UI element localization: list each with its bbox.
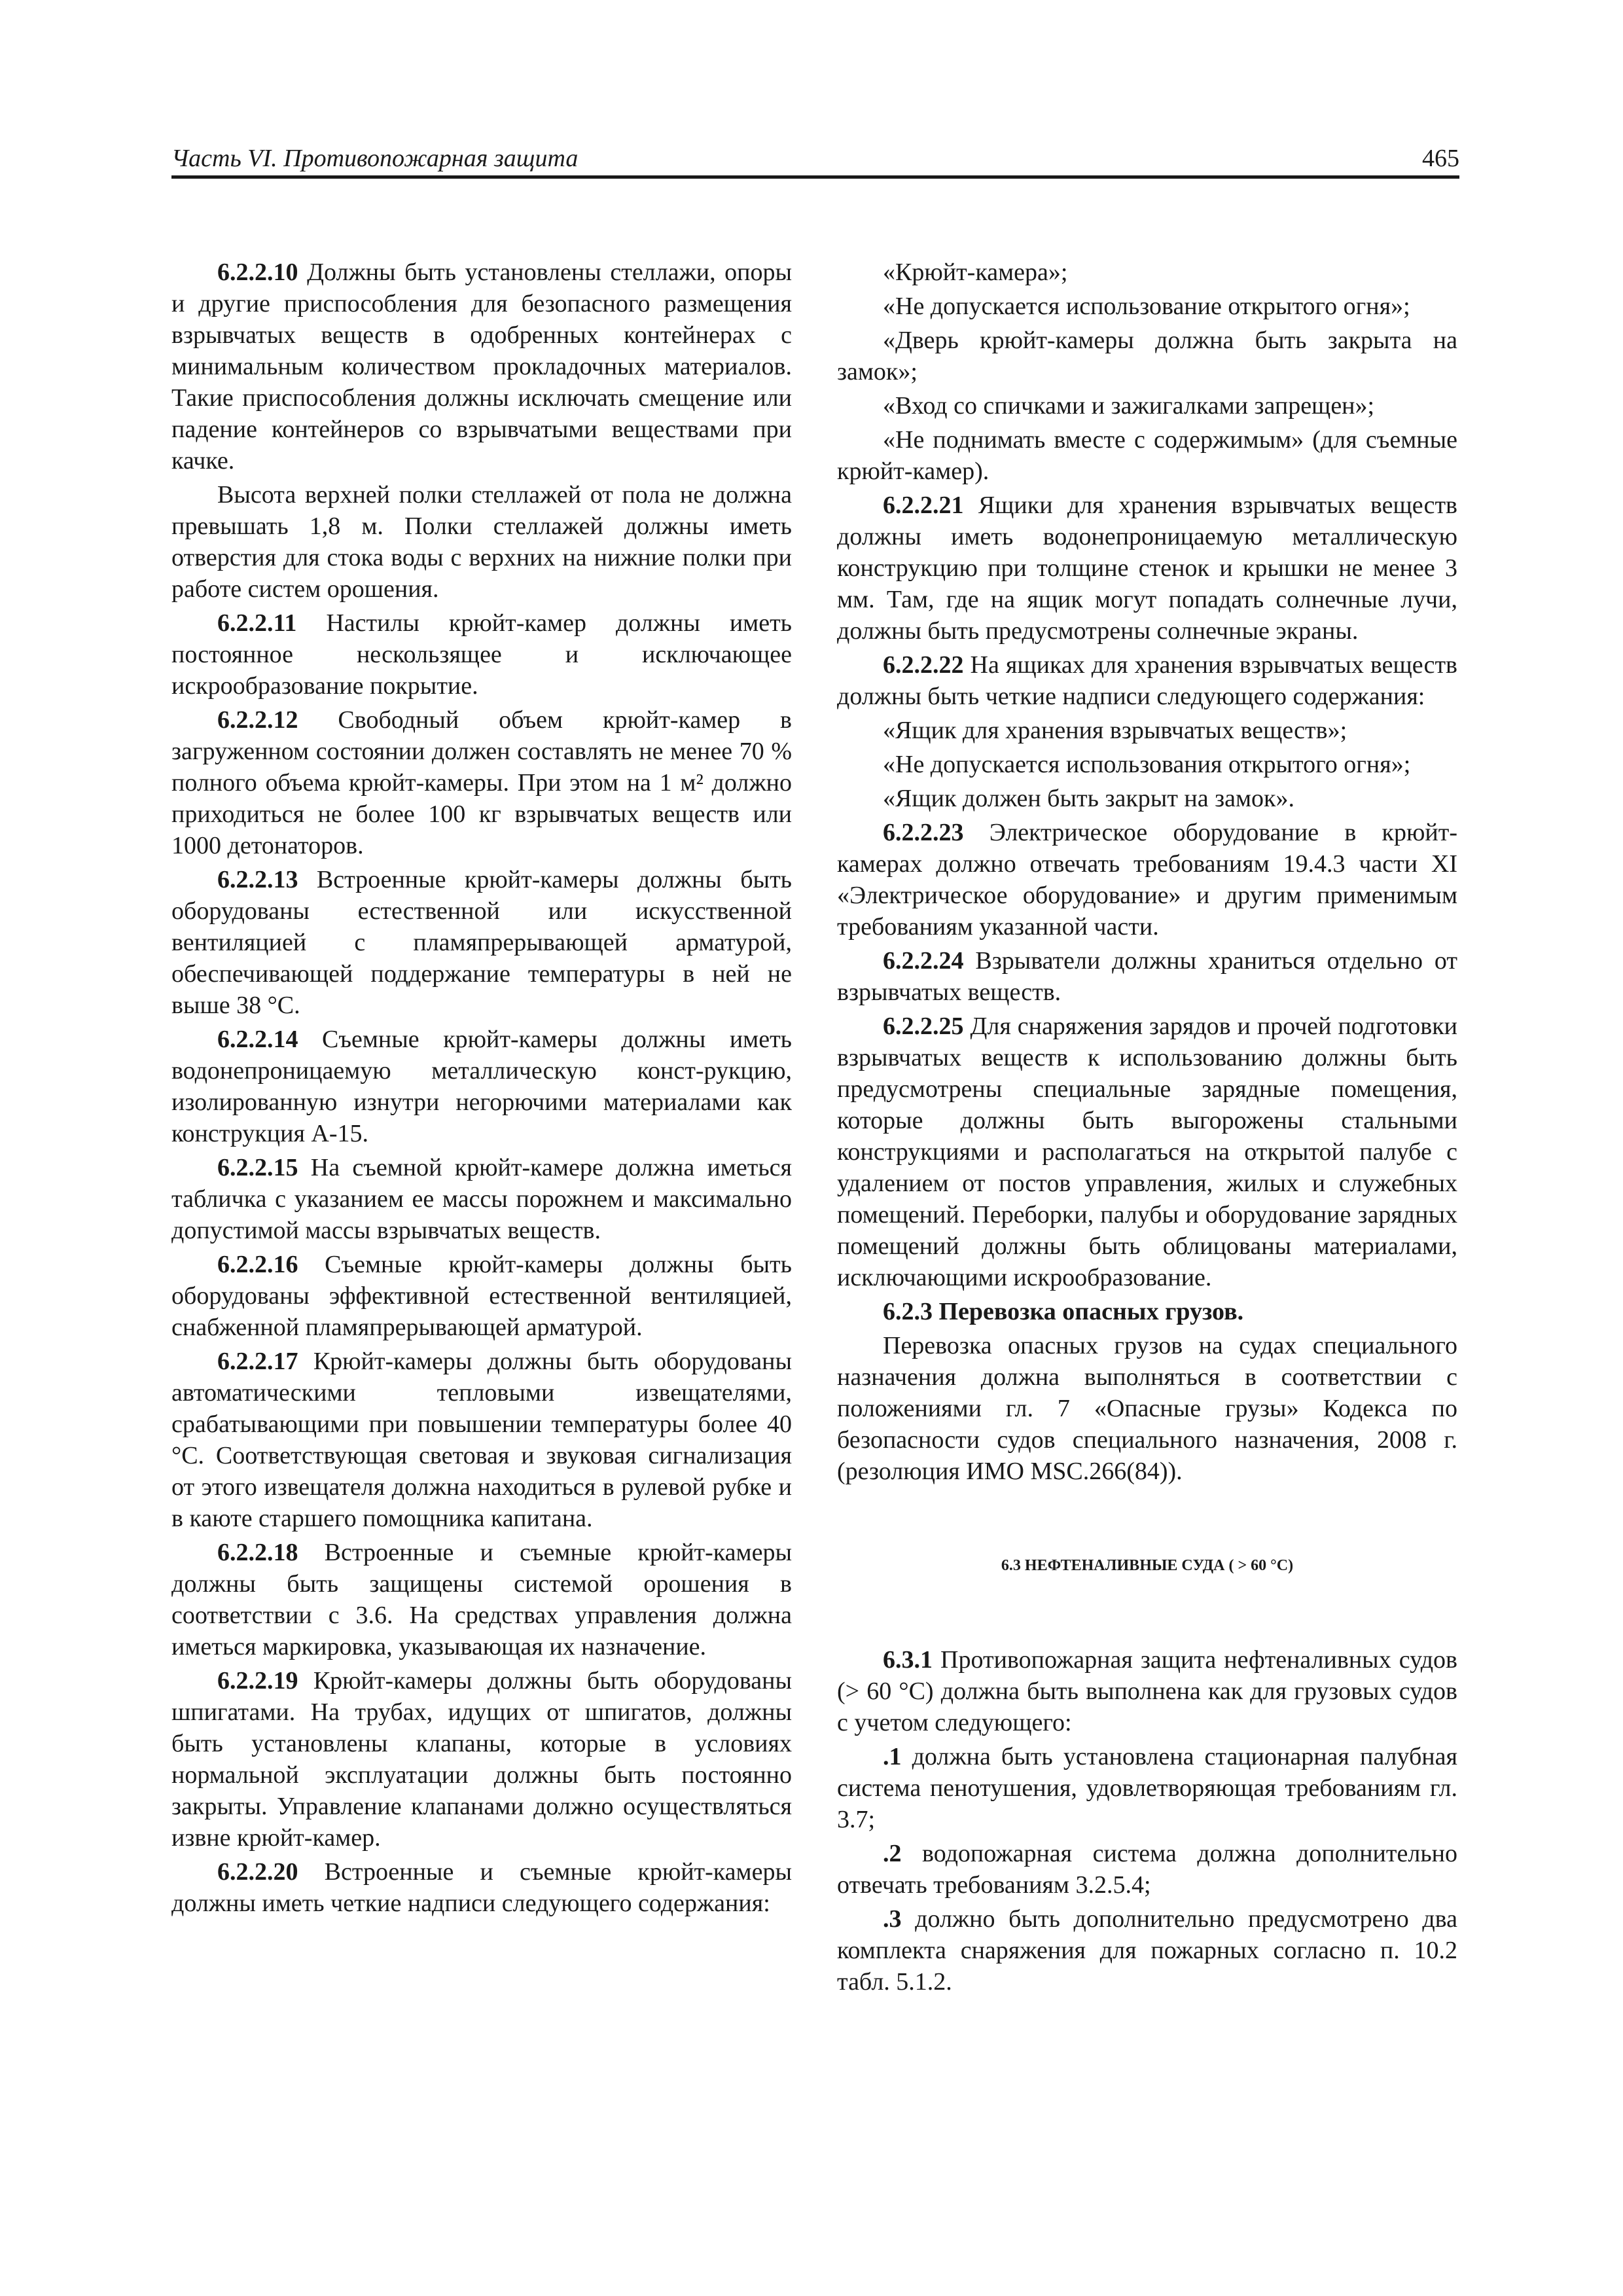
paragraph: [837, 390, 1457, 422]
paragraph-text: «Ящик должен быть закрыт на замок».: [883, 785, 1295, 812]
paragraph-text: Встроенные крюйт-камеры должны быть оборудованы естественной или искусственной вентиляцией с пламяпрерывающей арматурой, обеспечивающей поддержание температуры в ней не выше 38 °С.: [171, 866, 792, 1019]
paragraph-text: «Крюйт-камера»;: [883, 259, 1068, 286]
paragraph-text: Встроенные и съемные крюйт-камеры должны иметь четкие надписи следующего содержания:: [171, 1858, 792, 1917]
paragraph-text: «Не допускается использование открытого огня»;: [883, 293, 1410, 320]
paragraph: [171, 607, 792, 702]
clause-number: 6.2.2.17: [217, 1348, 298, 1375]
paragraph: [837, 783, 1457, 814]
paragraph-text: Взрыватели должны храниться отдельно от взрывчатых веществ.: [837, 947, 1457, 1006]
paragraph-text: Съемные крюйт-камеры должны иметь водонепроницаемую металлическую конст-рукцию, изолированную изнутри негорючими материалами как конструкция А-15.: [171, 1026, 792, 1147]
paragraph: [837, 649, 1457, 712]
paragraph: [171, 1249, 792, 1343]
paragraph: [837, 945, 1457, 1008]
paragraph-text: «Не допускается использования открытого огня»;: [883, 751, 1411, 778]
paragraph: [837, 817, 1457, 942]
clause-number: 6.2.2.25: [883, 1013, 964, 1040]
paragraph: [171, 479, 792, 605]
paragraph: [837, 1011, 1457, 1293]
paragraph-text: Съемные крюйт-камеры должны быть оборудованы эффективной естественной вентиляцией, снабженной пламяпрерывающей арматурой.: [171, 1251, 792, 1341]
page-number: 465: [1422, 145, 1459, 172]
paragraph: [837, 291, 1457, 322]
paragraph-text: должно быть дополнительно предусмотрено два комплекта снаряжения для пожарных согласно п. 10.2 табл. 5.1.2.: [837, 1905, 1457, 1996]
clause-number: 6.2.2.23: [883, 819, 964, 846]
section-heading: 6.3 НЕФТЕНАЛИВНЫЕ СУДА ( > 60 °С): [1001, 1557, 1294, 1574]
left-column: [171, 257, 792, 1922]
paragraph: [837, 1838, 1457, 1901]
paragraph-text: «Дверь крюйт-камеры должна быть закрыта на замок»;: [837, 327, 1457, 386]
paragraph: [837, 1741, 1457, 1835]
clause-number: .3: [883, 1905, 902, 1933]
clause-number: 6.2.2.13: [217, 866, 298, 893]
paragraph-text: На ящиках для хранения взрывчатых веществ должны быть четкие надписи следующего содержания:: [837, 651, 1457, 710]
paragraph-text: На съемной крюйт-камере должна иметься табличка с указанием ее массы порожнем и максимально допустимой массы взрывчатых веществ.: [171, 1154, 792, 1244]
subsection-heading: 6.2.3 Перевозка опасных грузов.: [883, 1298, 1244, 1325]
clause-number: 6.2.2.19: [217, 1667, 298, 1695]
right-column: [837, 257, 1457, 2000]
paragraph: [837, 257, 1457, 288]
clause-number: 6.2.2.24: [883, 947, 964, 975]
clause-number: .2: [883, 1840, 902, 1867]
paragraph: [171, 1856, 792, 1919]
clause-number: 6.2.2.16: [217, 1251, 298, 1278]
paragraph: [837, 490, 1457, 647]
paragraph: [171, 1665, 792, 1854]
paragraph: [837, 1644, 1457, 1738]
section-paragraphs: [837, 1644, 1457, 1998]
paragraph-text: Настилы крюйт-камер должны иметь постоянное нескользящее и исключающее искрообразование покрытие.: [171, 609, 792, 700]
paragraph: [171, 704, 792, 861]
clause-number: 6.2.2.21: [883, 492, 964, 519]
paragraph-text: Высота верхней полки стеллажей от пола не должна превышать 1,8 м. Полки стеллажей должны иметь отверстия для стока воды с верхних на нижние полки при работе систем орошения.: [171, 481, 792, 603]
paragraph: [171, 1537, 792, 1662]
paragraph: [171, 257, 792, 476]
clause-number: 6.2.2.15: [217, 1154, 298, 1181]
paragraph-text: Крюйт-камеры должны быть оборудованы автоматическими тепловыми извещателями, срабатывающими при повышении температуры более 40 °С. Соответствующая световая и звуковая сигнализация от этого извещателя должна находиться в рулевой рубке и в каюте старшего помощника капитана.: [171, 1348, 792, 1532]
paragraph-text: «Ящик для хранения взрывчатых веществ»;: [883, 717, 1347, 744]
paragraph-text: Противопожарная защита нефтеналивных судов (> 60 °С) должна быть выполнена как для грузовых судов с учетом следующего:: [837, 1646, 1457, 1736]
clause-number: 6.2.2.11: [217, 609, 297, 637]
clause-number: 6.2.2.10: [217, 259, 298, 286]
clause-number: 6.2.2.22: [883, 651, 964, 679]
paragraph: [171, 864, 792, 1021]
paragraph-text: Электрическое оборудование в крюйт-камерах должно отвечать требованиям 19.4.3 части XI «Электрическое оборудование» и другим применимым требованиям указанной части.: [837, 819, 1457, 941]
paragraph: [837, 715, 1457, 746]
paragraph: [837, 749, 1457, 780]
paragraph-text: Свободный объем крюйт-камер в загруженном состоянии должен составлять не менее 70 % полного объема крюйт-камеры. При этом на 1 м² должно приходиться не более 100 кг взрывчатых веществ или 1000 детонаторов.: [171, 706, 792, 859]
clause-number: 6.2.2.12: [217, 706, 298, 734]
page-header: [171, 143, 1459, 179]
clause-number: 6.2.2.18: [217, 1539, 298, 1566]
clause-number: .1: [883, 1743, 902, 1770]
subsection-text: Перевозка опасных грузов на судах специального назначения должна выполняться в соответствии с положениями гл. 7 «Опасные грузы» Кодекса по безопасности судов специального назначения, 2008 г. (резолюция ИМО MSC.266(84)).: [837, 1332, 1457, 1485]
paragraph-text: должна быть установлена стационарная палубная система пенотушения, удовлетворяющая требованиям гл. 3.7;: [837, 1743, 1457, 1833]
clause-number: 6.2.2.20: [217, 1858, 298, 1886]
paragraph: [171, 1346, 792, 1534]
paragraph-text: Должны быть установлены стеллажи, опоры и другие приспособления для безопасного размещения взрывчатых веществ в одобренных контейнерах с минимальным количеством прокладочных материалов. Такие приспособления должны исключать смещение или падение контейнеров со взрывчатыми веществами при качке.: [171, 259, 792, 475]
paragraph-text: «Не поднимать вместе с содержимым» (для съемные крюйт-камер).: [837, 426, 1457, 485]
paragraph-text: Ящики для хранения взрывчатых веществ должны иметь водонепроницаемую металлическую конструкцию при толщине стенок и крышки не менее 3 мм. Там, где на ящик могут попадать солнечные лучи, должны быть предусмотрены солнечные экраны.: [837, 492, 1457, 645]
paragraph: [837, 424, 1457, 487]
running-title: Часть VI. Противопожарная защита: [171, 145, 579, 172]
paragraph: [837, 1903, 1457, 1998]
paragraph: [171, 1024, 792, 1149]
clause-number: 6.2.2.14: [217, 1026, 298, 1053]
paragraph: [837, 325, 1457, 387]
clause-number: 6.3.1: [883, 1646, 933, 1674]
paragraph-text: Крюйт-камеры должны быть оборудованы шпигатами. На трубах, идущих от шпигатов, должны быть установлены клапаны, которые в условиях нормальной эксплуатации должны быть постоянно закрыты. Управление клапанами должно осуществляться извне крюйт-камер.: [171, 1667, 792, 1852]
paragraph-text: «Вход со спичками и зажигалками запрещен»;: [883, 392, 1375, 420]
paragraph-text: водопожарная система должна дополнительно отвечать требованиям 3.2.5.4;: [837, 1840, 1457, 1899]
paragraph-text: Для снаряжения зарядов и прочей подготовки взрывчатых веществ к использованию должны быть предусмотрены специальные зарядные помещения, которые должны быть выгорожены стальными конструкциями и располагаться на открытой палубе с удалением от постов управления, жилых и служебных помещений. Переборки, палубы и оборудование зарядных помещений должны быть облицованы материалами, исключающими искрообразование.: [837, 1013, 1457, 1291]
paragraph: [171, 1152, 792, 1246]
paragraph-text: Встроенные и съемные крюйт-камеры должны быть защищены системой орошения в соответствии с 3.6. На средствах управления должна иметься маркировка, указывающая их назначение.: [171, 1539, 792, 1660]
right-column-paragraphs: [837, 257, 1457, 1293]
